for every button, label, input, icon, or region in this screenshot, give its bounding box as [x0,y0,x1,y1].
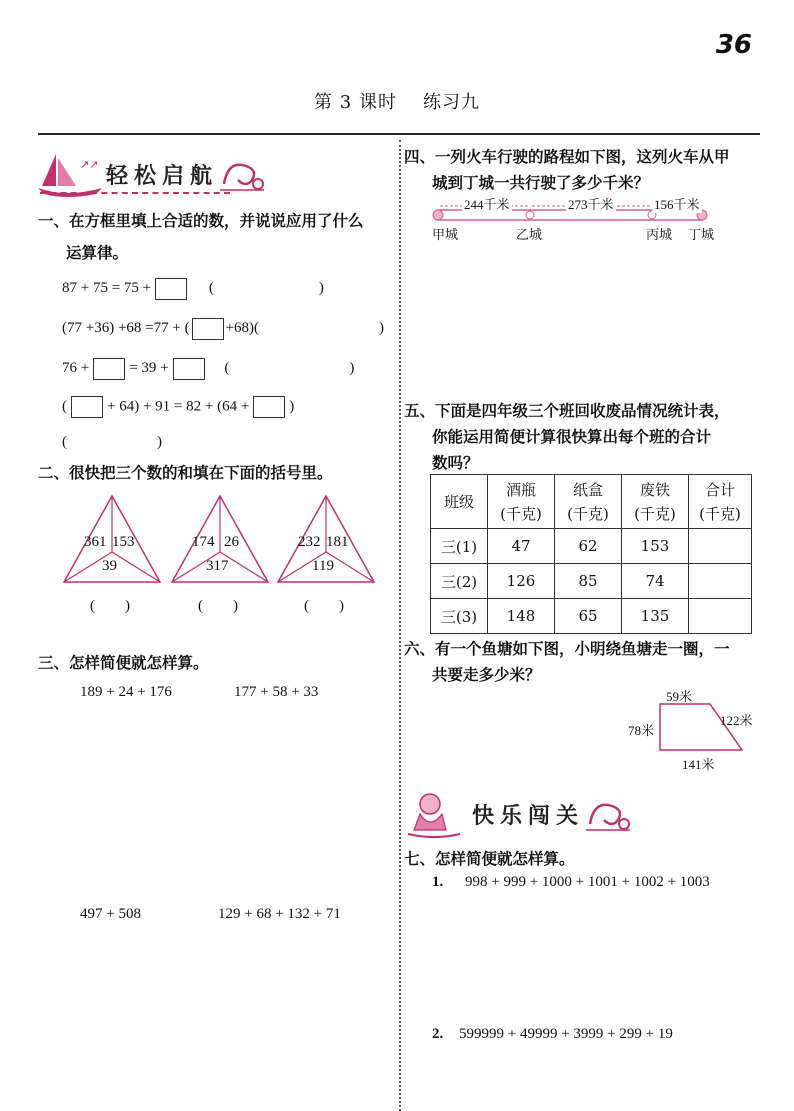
lesson-name: 练习九 [422,92,480,113]
q1-row4-expr-c: ) [289,398,295,415]
stats-table [430,474,752,634]
triangle-3 [276,494,376,614]
svg-text:↗↗: ↗↗ [80,158,99,171]
q1-row3 [62,356,354,380]
q1-prompt-line2: 运算律。 [66,244,129,262]
header-cell-title: 纸盒 [572,480,603,499]
triangle-3-b: 181 [326,534,349,550]
q1-row3-expr-b: = 39 + [129,360,169,376]
q1-row1-paren[interactable]: ( ) [208,280,324,296]
q4-prompt-line2: 城到丁城一共行驶了多少千米？ [432,174,650,192]
table-cell: 153 [622,529,689,564]
q3-expr-2: 177 + 58 + 33 [234,684,319,700]
header-rule [38,133,760,135]
segment-label-1: 244千米 [462,194,512,213]
train-route-diagram [430,196,720,244]
q1-row2 [62,316,384,340]
answer-box[interactable] [253,396,285,418]
fishpond-diagram [624,688,764,772]
column-divider [399,140,401,1111]
q1-row4 [62,396,294,418]
triangle-2-answer[interactable]: ( ) [198,598,238,614]
table-header-row [431,475,752,529]
total-cell[interactable] [689,599,752,634]
city-label-yi: 乙城 [516,227,543,242]
q1-row2-expr-a: (77 +36) +68 =77 + ( [62,320,190,336]
q1-row1-expr: 87 + 75 = 75 + [62,280,152,296]
table-cell: 74 [622,564,689,599]
q6-prompt-line1: 六、有一个鱼塘如下图，小明绕鱼塘走一圈，一 [404,640,730,658]
table-row [431,564,752,599]
table-cell: 148 [488,599,555,634]
triangle-3-c: 119 [312,558,334,574]
q5-prompt-line3: 数吗？ [432,454,479,472]
answer-box[interactable] [155,278,187,300]
q7-item-2-expr: 599999 + 49999 + 3999 + 299 + 19 [459,1026,673,1042]
q1-row4-expr-b: + 64) + 91 = 82 + (64 + [107,398,250,415]
answer-box[interactable] [192,318,224,340]
triangle-1-c: 39 [102,558,117,574]
table-cell: 三(2) [431,564,488,599]
header-cell [689,475,752,529]
banner-left-title: 轻松启航 [106,163,219,189]
page-title [0,88,794,114]
pond-right-label: 122米 [720,713,753,728]
q1-prompt-line1: 一、在方框里填上合适的数，并说说应用了什么 [38,212,364,230]
answer-box[interactable] [93,358,125,380]
header-cell [555,475,622,529]
banner-left-underline [40,192,230,194]
header-cell [622,475,689,529]
total-cell[interactable] [689,529,752,564]
header-cell [488,475,555,529]
triangle-2 [170,494,270,614]
q3-expr-4: 129 + 68 + 132 + 71 [218,906,341,922]
banner-left [36,150,268,198]
segment-label-3: 156千米 [652,194,702,213]
header-cell-unit: (千克) [634,504,676,523]
triangle-2-b: 26 [224,534,239,550]
q7-prompt: 七、怎样简便就怎样算。 [404,850,575,868]
banner-right-title: 快乐闯关 [472,803,585,829]
q1-row3-paren[interactable]: ( ) [224,360,355,376]
q1-row2-paren[interactable]: ( ) [254,320,385,336]
q1-row2-expr-b: +68) [225,320,255,336]
table-cell: 62 [555,529,622,564]
answer-box[interactable] [173,358,205,380]
q1-row1 [62,276,324,300]
q5-prompt-line1: 五、下面是四年级三个班回收废品情况统计表， [404,402,730,420]
q6-prompt-line2: 共要走多少米？ [432,666,541,684]
table-cell: 三(1) [431,529,488,564]
q2-prompt: 二、很快把三个数的和填在下面的括号里。 [38,464,333,482]
lesson-label: 第 3 课时 [314,92,397,113]
q5-prompt-line2: 你能运用简便计算很快算出每个班的合计 [432,428,712,446]
q7-item-1-number: 1. [432,874,444,890]
triangle-1-answer[interactable]: ( ) [90,598,130,614]
header-cell-unit: (千克) [567,504,609,523]
swirl-ornament-icon [218,154,268,194]
header-cell-title: 废铁 [639,480,670,499]
answer-box[interactable] [71,396,103,418]
triangle-1 [62,494,162,614]
triangle-3-a: 232 [298,534,321,550]
segment-label-2: 273千米 [566,194,616,213]
header-cell-unit: (千克) [699,504,741,523]
triangle-2-c: 317 [206,558,229,574]
q7-item-2 [432,1026,673,1043]
header-cell: 班级 [431,475,488,529]
table-cell: 47 [488,529,555,564]
table-cell: 135 [622,599,689,634]
header-cell-title: 合计 [704,480,735,499]
sailboat-icon [36,150,106,198]
child-mascot-icon [406,790,462,838]
q1-row4-expr-a: ( [62,398,67,415]
triangle-3-answer[interactable]: ( ) [304,598,344,614]
total-cell[interactable] [689,564,752,599]
page-number: 36 [715,30,752,60]
table-cell: 85 [555,564,622,599]
table-cell: 126 [488,564,555,599]
table-row [431,529,752,564]
triangle-1-a: 361 [84,534,107,550]
table-row [431,599,752,634]
city-label-bing: 丙城 [646,227,673,242]
table-cell: 三(3) [431,599,488,634]
header-cell-unit: (千克) [500,504,542,523]
triangle-2-a: 174 [192,534,215,550]
city-label-jia: 甲城 [432,227,459,242]
pond-top-label: 59米 [666,689,693,704]
q7-item-1 [432,874,710,891]
banner-right [406,790,634,838]
q1-row3-expr-a: 76 + [62,360,90,376]
q4-prompt-line1: 四、一列火车行驶的路程如下图，这列火车从甲 [404,148,730,166]
pond-bottom-label: 141米 [682,757,715,772]
swirl-ornament-icon [584,794,634,834]
triangle-1-b: 153 [112,534,135,550]
q7-item-1-expr: 998 + 999 + 1000 + 1001 + 1002 + 1003 [465,874,710,890]
header-cell-title: 酒瓶 [505,480,536,499]
q3-expr-3: 497 + 508 [80,906,141,922]
q7-item-2-number: 2. [432,1026,444,1042]
city-label-ding: 丁城 [688,227,715,242]
q3-expr-1: 189 + 24 + 176 [80,684,172,700]
q1-row5-paren[interactable]: ( ) [62,434,162,450]
table-cell: 65 [555,599,622,634]
q3-prompt: 三、怎样简便就怎样算。 [38,654,209,672]
pond-left-label: 78米 [628,723,655,738]
